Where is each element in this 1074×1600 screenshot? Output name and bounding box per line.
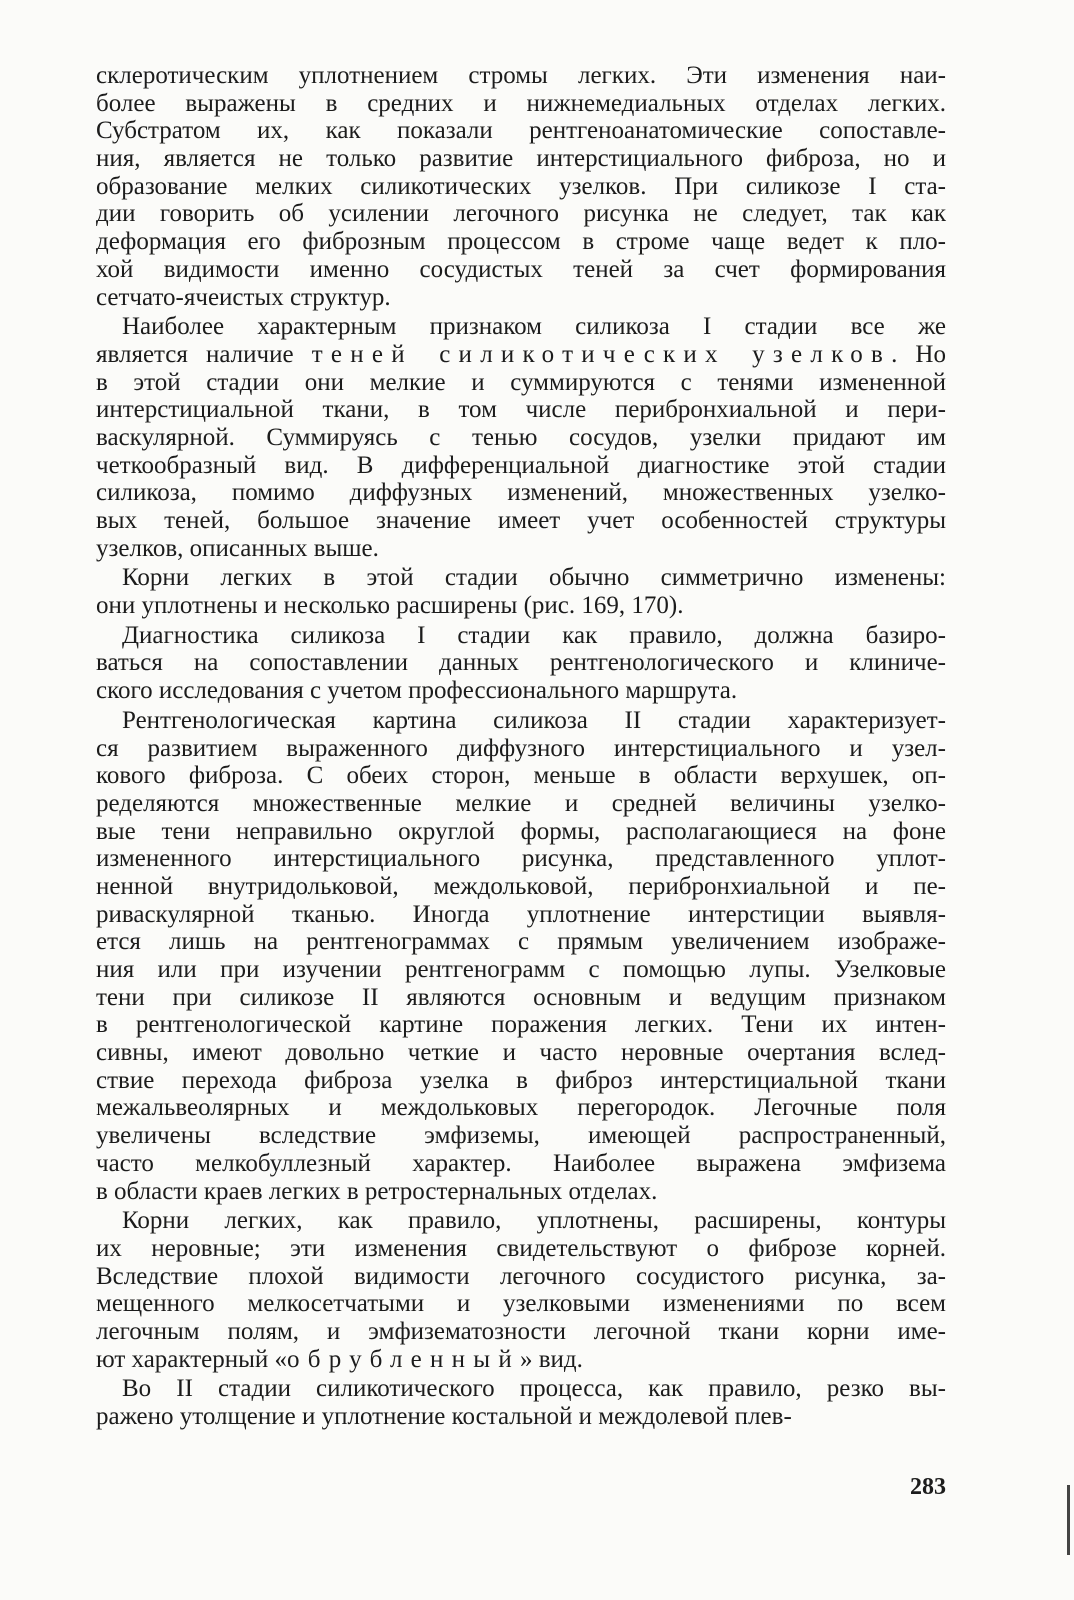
text-run: тени при силикозе II являются основным и ведущим признаком (96, 983, 946, 1011)
text-run: узелков, описанных выше. (96, 534, 379, 562)
text-run: вые тени неправильно округлой формы, располагающиеся на фоне (96, 817, 946, 845)
text-line (96, 707, 946, 735)
text-line (96, 735, 946, 763)
text-run: Вследствие плохой видимости легочного сосудистого рисунка, за- (96, 1262, 946, 1290)
text-line (96, 200, 946, 228)
text-run: склеротическим уплотнением стромы легких. Эти изменения наи- (96, 62, 946, 89)
text-line (96, 452, 946, 480)
text-line (96, 1375, 946, 1403)
text-run: Корни легких в этой стадии обычно симметрично изменены: (122, 564, 946, 592)
text-line (96, 762, 946, 790)
text-run: ют характерный « (96, 1345, 288, 1373)
text-run: четкообразный вид. В дифференциальной диагностике этой стадии (96, 451, 946, 479)
text-run: Рентгенологическая картина силикоза II стадии характеризует- (122, 706, 946, 734)
text-run: Во II стадии силикотического процесса, как правило, резко вы- (122, 1375, 946, 1403)
text-line (96, 479, 946, 507)
text-run: деформация его фиброзным процессом в строме чаще ведет к пло- (96, 228, 946, 256)
text-run: сетчато-ячеистых структур. (96, 283, 391, 311)
paragraph (96, 62, 946, 311)
text-line (96, 256, 946, 284)
text-run: ражено утолщение и уплотнение костальной и междолевой плев- (96, 1403, 792, 1430)
text-run: в рентгенологической картине поражения легких. Тени их интен- (96, 1011, 946, 1039)
text-line (96, 1403, 946, 1431)
paragraph (96, 707, 946, 1205)
text-line (96, 1290, 946, 1318)
text-line (96, 396, 946, 424)
text-run: хой видимости именно сосудистых теней за счет формирования (96, 255, 946, 283)
text-line (96, 1094, 946, 1122)
text-line (96, 173, 946, 201)
text-run: дии говорить об усилении легочного рисунка не следует, так как (96, 200, 946, 228)
text-run: Субстратом их, как показали рентгеноанатомические сопоставле- (96, 117, 946, 145)
text-run: » вид. (519, 1345, 583, 1373)
text-run: . Но (891, 340, 946, 368)
text-run: является наличие (96, 340, 312, 368)
text-run: измененного интерстициального рисунка, представленного уплот- (96, 845, 946, 873)
text-line (96, 1039, 946, 1067)
text-run: интерстициальной ткани, в том числе перибронхиальной и пери- (96, 396, 946, 424)
text-run: мещенного мелкосетчатыми и узелковыми изменениями по всем (96, 1290, 946, 1318)
text-line (96, 507, 946, 535)
text-line (96, 341, 946, 369)
text-line (96, 873, 946, 901)
text-line (96, 1150, 946, 1178)
text-line (96, 1178, 946, 1206)
text-line (96, 649, 946, 677)
text-line (96, 901, 946, 929)
text-run: их неровные; эти изменения свидетельствуют о фиброзе корней. (96, 1234, 946, 1262)
paragraph (96, 313, 946, 562)
text-run: васкулярной. Суммируясь с тенью сосудов, узелки придают им (96, 423, 946, 451)
text-run: силикоза, помимо диффузных изменений, множественных узелко- (96, 479, 946, 507)
text-run: ваться на сопоставлении данных рентгенологического и клиниче- (96, 649, 946, 677)
paragraph (96, 564, 946, 619)
text-run: ния, является не только развитие интерстициального фиброза, но и (96, 145, 946, 173)
text-line (96, 1207, 946, 1235)
text-line (96, 145, 946, 173)
paragraph (96, 622, 946, 705)
text-run: легочным полям, и эмфизематозности легочной ткани корни име- (96, 1317, 946, 1345)
text-line (96, 313, 946, 341)
text-run: увеличены вследствие эмфиземы, имеющей распространенный, (96, 1122, 946, 1150)
text-run: Диагностика силикоза I стадии как правило, должна базиро- (122, 621, 946, 649)
text-run: ся развитием выраженного диффузного интерстициального и узел- (96, 734, 946, 762)
text-run: они уплотнены и несколько расширены (рис. 169, 170). (96, 592, 684, 620)
text-line (96, 284, 946, 312)
text-run: вых теней, большое значение имеет учет особенностей структуры (96, 507, 946, 534)
text-run: часто мелкобуллезный характер. Наиболее выражена эмфизема (96, 1149, 946, 1177)
text-line (96, 90, 946, 118)
text-line (96, 228, 946, 256)
text-line (96, 622, 946, 650)
text-run: в области краев легких в ретростернальных отделах. (96, 1177, 658, 1205)
page-number: 283 (910, 1474, 946, 1500)
text-line (96, 1235, 946, 1263)
text-line (96, 1011, 946, 1039)
text-run: в этой стадии они мелкие и суммируются с тенями измененной (96, 368, 946, 396)
text-line (96, 845, 946, 873)
spaced-emphasis: обрубленный (287, 1345, 520, 1373)
text-run: риваскулярной тканью. Иногда уплотнение интерстиции выявля- (96, 900, 946, 928)
text-line (96, 564, 946, 592)
text-line (96, 424, 946, 452)
spaced-emphasis: теней силикотических узелков (311, 340, 892, 368)
text-run: Наиболее характерным признаком силикоза I стадии все же (122, 313, 946, 341)
text-line (96, 984, 946, 1012)
paragraph (96, 1207, 946, 1373)
text-line (96, 677, 946, 705)
text-run: ствие перехода фиброза узелка в фиброз интерстициальной ткани (96, 1066, 946, 1094)
page-body (96, 62, 946, 1433)
paragraph (96, 1375, 946, 1430)
text-run: ния или при изучении рентгенограмм с помощью лупы. Узелковые (96, 956, 946, 983)
text-run: кового фиброза. С обеих сторон, меньше в области верхушек, оп- (96, 762, 946, 790)
text-line (96, 818, 946, 846)
text-run: ненной внутридольковой, междольковой, перибронхиальной и пе- (96, 872, 946, 900)
text-run: Корни легких, как правило, уплотнены, расширены, контуры (122, 1207, 946, 1235)
text-line (96, 790, 946, 818)
text-line (96, 62, 946, 90)
text-run: ется лишь на рентгенограммах с прямым увеличением изображе- (96, 928, 946, 956)
text-line (96, 592, 946, 620)
text-line (96, 535, 946, 563)
text-line (96, 369, 946, 397)
text-line (96, 117, 946, 145)
text-line (96, 1122, 946, 1150)
text-line (96, 1346, 946, 1374)
text-line (96, 928, 946, 956)
text-run: сивны, имеют довольно четкие и часто неровные очертания вслед- (96, 1039, 946, 1067)
text-line (96, 1318, 946, 1346)
page-edge-mark (1067, 1485, 1070, 1555)
text-line (96, 956, 946, 984)
text-run: межальвеолярных и междольковых перегородок. Легочные поля (96, 1094, 946, 1122)
text-line (96, 1263, 946, 1291)
text-line (96, 1067, 946, 1095)
text-run: более выражены в средних и нижнемедиальных отделах легких. (96, 89, 946, 117)
text-run: ределяются множественные мелкие и средней величины узелко- (96, 789, 946, 817)
text-run: образование мелких силикотических узелков. При силикозе I ста- (96, 172, 946, 200)
text-run: ского исследования с учетом профессионального маршрута. (96, 677, 738, 705)
